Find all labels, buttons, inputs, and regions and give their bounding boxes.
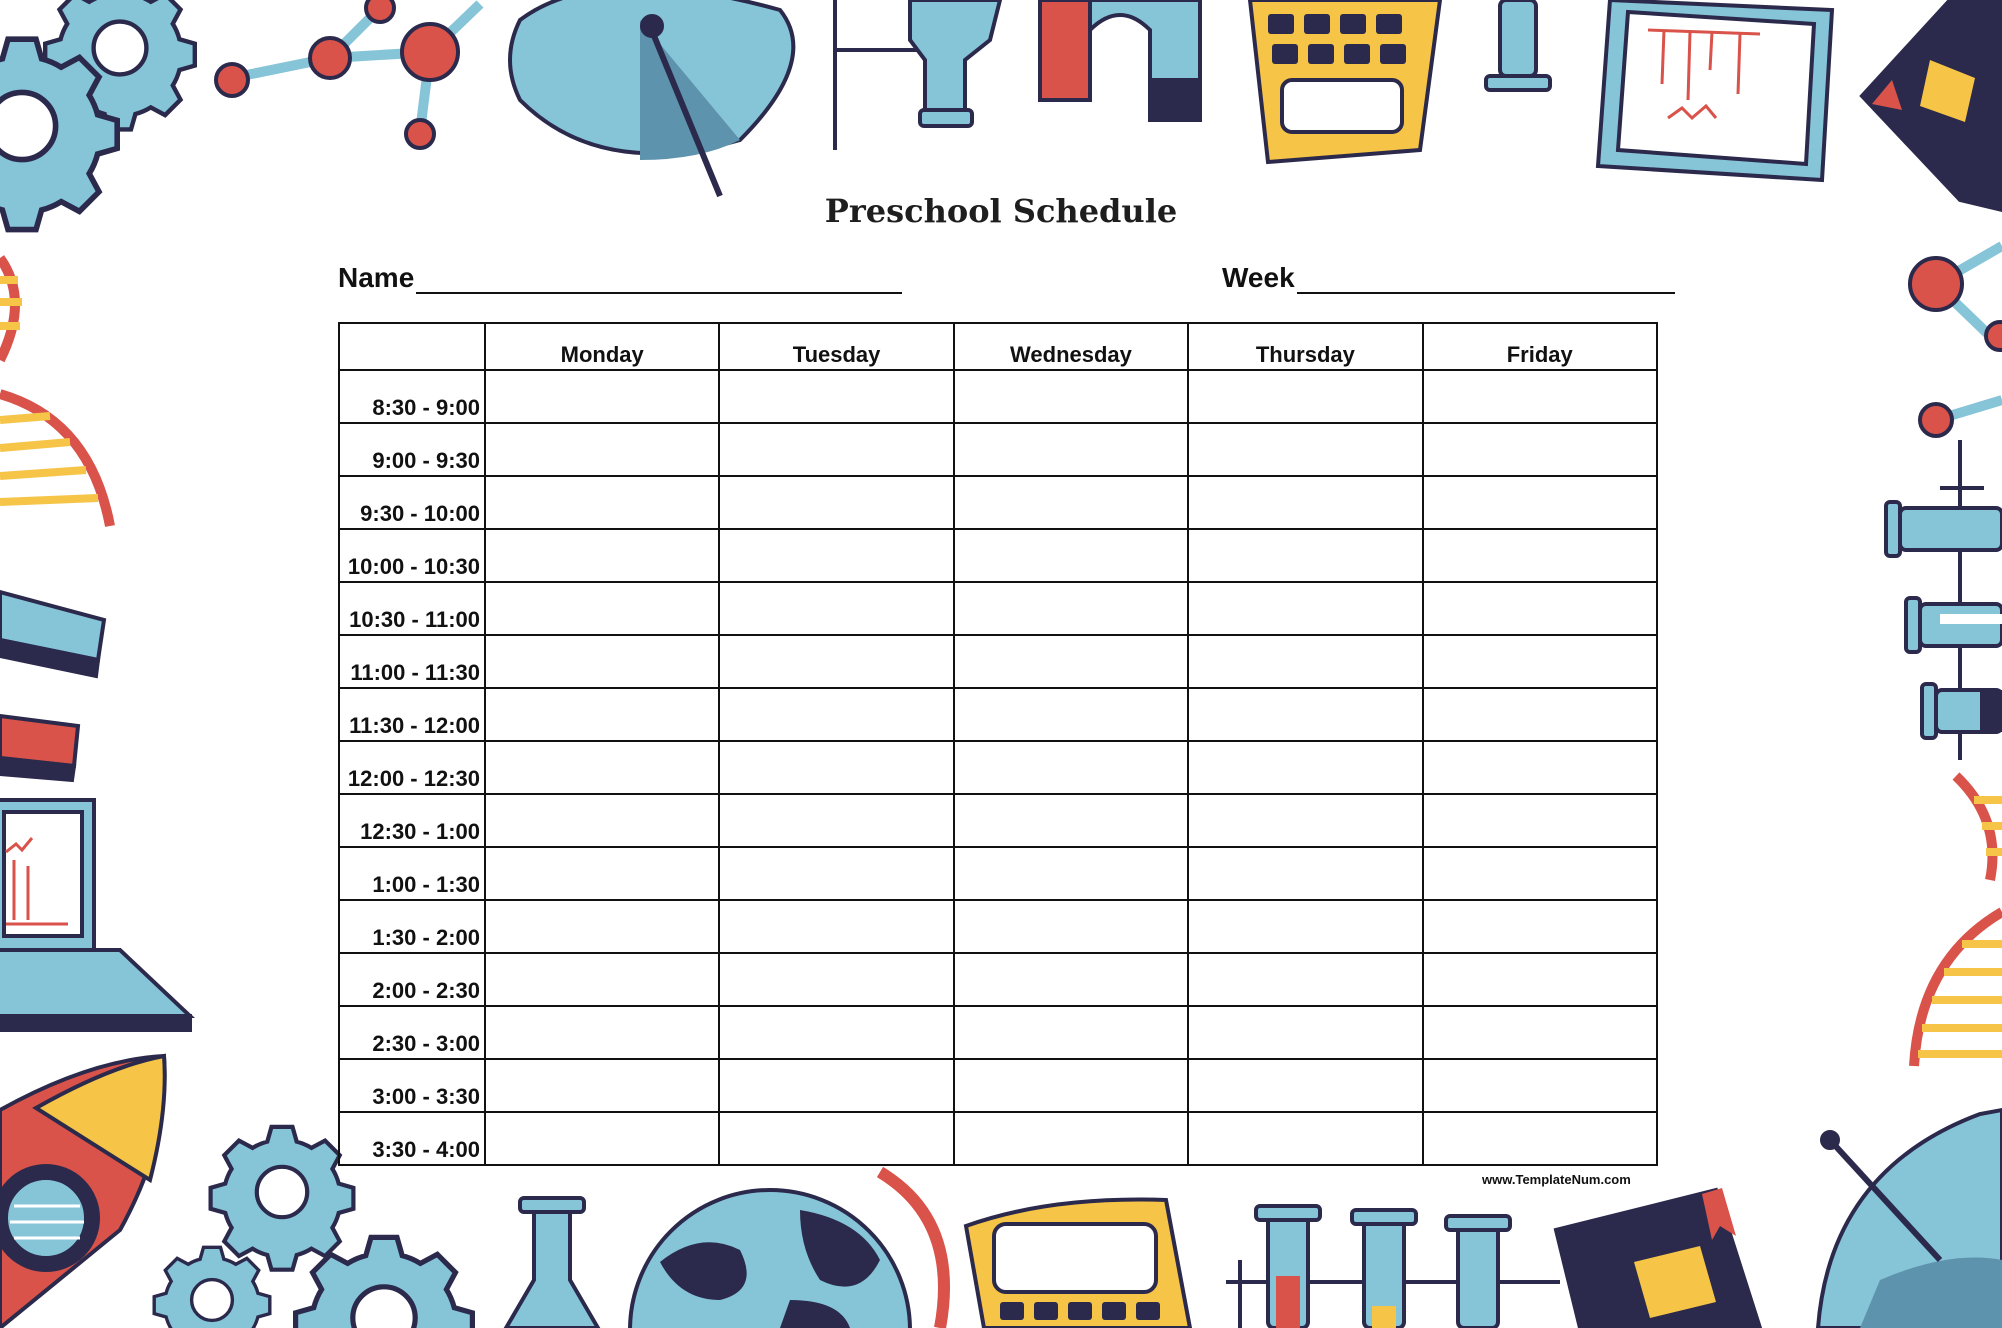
page-title: Preschool Schedule: [824, 192, 1178, 230]
schedule-cell-tuesday[interactable]: [719, 476, 953, 529]
schedule-cell-friday[interactable]: [1423, 741, 1657, 794]
time-slot-label: 10:30 - 11:00: [339, 582, 485, 635]
name-field[interactable]: [338, 262, 902, 294]
schedule-cell-monday[interactable]: [485, 582, 719, 635]
day-header-wednesday: Wednesday: [954, 323, 1188, 370]
schedule-cell-monday[interactable]: [485, 476, 719, 529]
footer-url: www.TemplateNum.com: [1482, 1172, 1631, 1187]
schedule-cell-thursday[interactable]: [1188, 423, 1422, 476]
schedule-cell-wednesday[interactable]: [954, 635, 1188, 688]
schedule-cell-monday[interactable]: [485, 953, 719, 1006]
table-row: [339, 476, 1657, 529]
satellite-dish-icon: [510, 0, 793, 196]
day-header-thursday: Thursday: [1188, 323, 1422, 370]
schedule-cell-friday[interactable]: [1423, 582, 1657, 635]
schedule-cell-thursday[interactable]: [1188, 476, 1422, 529]
schedule-cell-monday[interactable]: [485, 1112, 719, 1165]
calculator-icon: [1250, 0, 1440, 162]
schedule-cell-wednesday[interactable]: [954, 529, 1188, 582]
schedule-cell-friday[interactable]: [1423, 847, 1657, 900]
table-row: [339, 1059, 1657, 1112]
time-slot-label: 3:00 - 3:30: [339, 1059, 485, 1112]
time-slot-label: 11:00 - 11:30: [339, 635, 485, 688]
schedule-cell-friday[interactable]: [1423, 1112, 1657, 1165]
schedule-cell-monday[interactable]: [485, 370, 719, 423]
schedule-cell-monday[interactable]: [485, 847, 719, 900]
tablet-chart-icon: [1598, 0, 1832, 180]
flask-icon: [835, 0, 1000, 150]
schedule-cell-thursday[interactable]: [1188, 847, 1422, 900]
test-tube-icon: [1486, 0, 1550, 90]
schedule-cell-tuesday[interactable]: [719, 794, 953, 847]
schedule-cell-wednesday[interactable]: [954, 794, 1188, 847]
schedule-cell-monday[interactable]: [485, 635, 719, 688]
schedule-cell-wednesday[interactable]: [954, 423, 1188, 476]
globe-icon: [630, 1172, 944, 1328]
time-slot-label: 12:30 - 1:00: [339, 794, 485, 847]
schedule-cell-friday[interactable]: [1423, 1006, 1657, 1059]
schedule-cell-thursday[interactable]: [1188, 953, 1422, 1006]
table-row: [339, 370, 1657, 423]
schedule-cell-tuesday[interactable]: [719, 529, 953, 582]
schedule-cell-friday[interactable]: [1423, 529, 1657, 582]
day-header-friday: Friday: [1423, 323, 1657, 370]
schedule-table: [338, 322, 1658, 1166]
table-row: [339, 423, 1657, 476]
schedule-cell-tuesday[interactable]: [719, 423, 953, 476]
schedule-cell-monday[interactable]: [485, 741, 719, 794]
schedule-cell-wednesday[interactable]: [954, 476, 1188, 529]
calculator-icon: [966, 1200, 1190, 1328]
book-icon: [1862, 0, 2002, 210]
test-tubes-rack-icon: [1226, 1206, 1560, 1328]
schedule-cell-wednesday[interactable]: [954, 953, 1188, 1006]
gear-icon: [211, 1127, 354, 1270]
schedule-cell-thursday[interactable]: [1188, 688, 1422, 741]
schedule-cell-tuesday[interactable]: [719, 847, 953, 900]
schedule-cell-friday[interactable]: [1423, 1059, 1657, 1112]
schedule-cell-thursday[interactable]: [1188, 582, 1422, 635]
laptop-icon: [0, 800, 190, 1030]
dna-icon: [1914, 776, 2002, 1066]
table-row: [339, 635, 1657, 688]
time-slot-label: 2:30 - 3:00: [339, 1006, 485, 1059]
name-line[interactable]: [416, 262, 902, 294]
time-slot-label: 1:00 - 1:30: [339, 847, 485, 900]
schedule-cell-wednesday[interactable]: [954, 1006, 1188, 1059]
schedule-cell-thursday[interactable]: [1188, 1006, 1422, 1059]
schedule-cell-friday[interactable]: [1423, 423, 1657, 476]
dna-icon: [0, 258, 110, 526]
week-label: Week: [1222, 262, 1295, 293]
schedule-cell-thursday[interactable]: [1188, 741, 1422, 794]
schedule-cell-thursday[interactable]: [1188, 1112, 1422, 1165]
schedule-cell-tuesday[interactable]: [719, 582, 953, 635]
schedule-cell-wednesday[interactable]: [954, 582, 1188, 635]
table-row: [339, 900, 1657, 953]
week-field[interactable]: [1222, 262, 1675, 294]
table-row: [339, 741, 1657, 794]
schedule-cell-wednesday[interactable]: [954, 900, 1188, 953]
book-icon: [1556, 1188, 1760, 1328]
table-row: [339, 688, 1657, 741]
schedule-cell-wednesday[interactable]: [954, 847, 1188, 900]
schedule-cell-wednesday[interactable]: [954, 688, 1188, 741]
schedule-cell-monday[interactable]: [485, 1006, 719, 1059]
schedule-cell-wednesday[interactable]: [954, 1112, 1188, 1165]
schedule-cell-friday[interactable]: [1423, 688, 1657, 741]
schedule-cell-thursday[interactable]: [1188, 900, 1422, 953]
schedule-cell-monday[interactable]: [485, 1059, 719, 1112]
table-row: [339, 1006, 1657, 1059]
schedule-cell-thursday[interactable]: [1188, 1059, 1422, 1112]
schedule-cell-tuesday[interactable]: [719, 741, 953, 794]
molecule-icon: [1910, 246, 2002, 460]
time-slot-label: 12:00 - 12:30: [339, 741, 485, 794]
schedule-cell-thursday[interactable]: [1188, 529, 1422, 582]
schedule-cell-wednesday[interactable]: [954, 1059, 1188, 1112]
table-row: [339, 1112, 1657, 1165]
schedule-cell-monday[interactable]: [485, 688, 719, 741]
schedule-cell-monday[interactable]: [485, 529, 719, 582]
schedule-cell-tuesday[interactable]: [719, 688, 953, 741]
schedule-cell-friday[interactable]: [1423, 476, 1657, 529]
time-slot-label: 11:30 - 12:00: [339, 688, 485, 741]
schedule-cell-friday[interactable]: [1423, 953, 1657, 1006]
schedule-cell-tuesday[interactable]: [719, 900, 953, 953]
name-label: Name: [338, 262, 415, 293]
schedule-cell-friday[interactable]: [1423, 635, 1657, 688]
day-header-tuesday: Tuesday: [719, 323, 953, 370]
schedule-cell-thursday[interactable]: [1188, 635, 1422, 688]
gear-icon: [154, 1247, 270, 1328]
day-header-monday: Monday: [485, 323, 719, 370]
schedule-cell-tuesday[interactable]: [719, 953, 953, 1006]
flask-icon: [506, 1198, 598, 1328]
schedule-cell-wednesday[interactable]: [954, 370, 1188, 423]
time-slot-label: 1:30 - 2:00: [339, 900, 485, 953]
time-slot-label: 10:00 - 10:30: [339, 529, 485, 582]
table-row: [339, 953, 1657, 1006]
table-row: [339, 794, 1657, 847]
magnet-icon: [1040, 0, 1200, 120]
corner-cell: [339, 323, 485, 370]
week-line[interactable]: [1297, 262, 1675, 294]
schedule-cell-monday[interactable]: [485, 423, 719, 476]
schedule-cell-friday[interactable]: [1423, 794, 1657, 847]
header-row: [339, 323, 1657, 370]
test-tube-icon: [1886, 458, 2002, 760]
schedule-cell-monday[interactable]: [485, 900, 719, 953]
table-row: [339, 847, 1657, 900]
table-row: [339, 582, 1657, 635]
schedule-cell-tuesday[interactable]: [719, 370, 953, 423]
schedule-cell-tuesday[interactable]: [719, 1006, 953, 1059]
ruler-icon: [0, 592, 104, 780]
schedule-cell-friday[interactable]: [1423, 900, 1657, 953]
rocket-icon: [0, 1056, 165, 1328]
schedule-cell-tuesday[interactable]: [719, 1059, 953, 1112]
molecule-icon: [216, 0, 480, 148]
time-slot-label: 9:00 - 9:30: [339, 423, 485, 476]
time-slot-label: 2:00 - 2:30: [339, 953, 485, 1006]
time-slot-label: 9:30 - 10:00: [339, 476, 485, 529]
schedule-cell-thursday[interactable]: [1188, 794, 1422, 847]
schedule-cell-wednesday[interactable]: [954, 741, 1188, 794]
time-slot-label: 3:30 - 4:00: [339, 1112, 485, 1165]
table-row: [339, 529, 1657, 582]
schedule-cell-tuesday[interactable]: [719, 635, 953, 688]
satellite-dish-icon: [1818, 1110, 2002, 1328]
schedule-cell-thursday[interactable]: [1188, 370, 1422, 423]
schedule-cell-friday[interactable]: [1423, 370, 1657, 423]
schedule-cell-tuesday[interactable]: [719, 1112, 953, 1165]
schedule-cell-monday[interactable]: [485, 794, 719, 847]
time-slot-label: 8:30 - 9:00: [339, 370, 485, 423]
